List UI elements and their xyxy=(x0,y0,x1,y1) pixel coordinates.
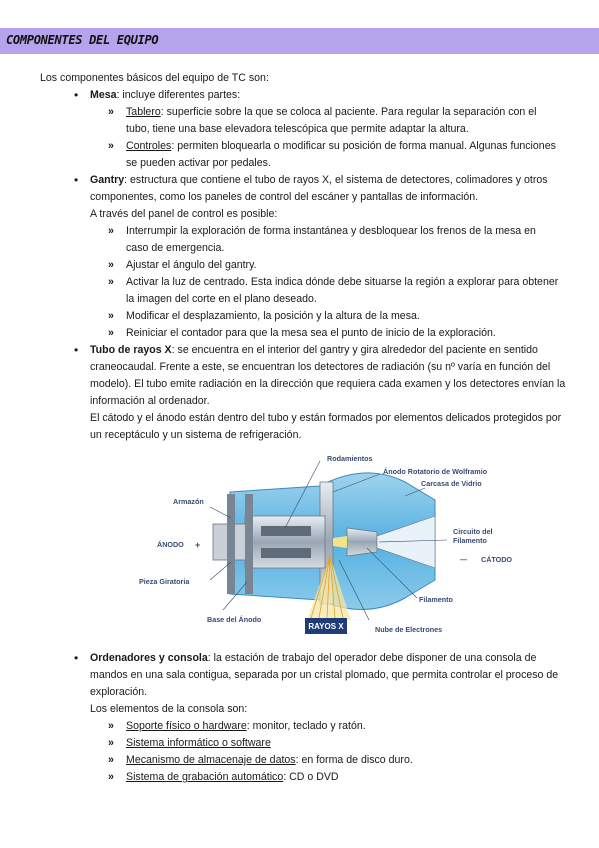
label-pieza-giratoria: Pieza Giratoria xyxy=(139,577,190,586)
term-hardware: Soporte físico o hardware xyxy=(126,720,247,732)
list-item-ordenadores xyxy=(0,650,599,786)
controles-text: : permiten bloquearla o modificar su posición de forma manual. Algunas funciones se pueden activar por pedales. xyxy=(126,140,556,169)
intro-text: Los componentes básicos del equipo de TC son: xyxy=(40,72,269,84)
tubo-text-2: El cátodo y el ánodo están dentro del tubo y están formados por elementos delicados protegidos por un receptáculo y un sistema de refrigeración. xyxy=(90,412,562,441)
label-rodamientos: Rodamientos xyxy=(327,454,373,463)
rotor xyxy=(245,516,325,568)
bearing-bottom xyxy=(261,548,311,558)
hardware-text: : monitor, teclado y ratón. xyxy=(246,720,366,732)
electron-beam xyxy=(333,536,347,548)
ordenadores-subtext: Los elementos de la consola son: xyxy=(90,703,248,715)
section-banner xyxy=(0,28,599,54)
sublist-item: » Activar la luz de centrado. Esta indica dónde debe situarse la región a explorar para obtener la imagen del corte en el plano deseado. xyxy=(90,274,569,308)
term-ordenadores: Ordenadores y consola xyxy=(90,652,208,664)
gantry-subtext: A través del panel de control es posible: xyxy=(90,208,278,220)
gantry-text: : estructura que contiene el tubo de rayos X, el sistema de detectores, colimadores y otros componentes, como los paneles de control del escáner y pantallas de información. xyxy=(90,174,548,203)
term-software: Sistema informático o software xyxy=(126,737,271,749)
document-body xyxy=(0,70,599,786)
term-controles: Controles xyxy=(126,140,172,152)
frame-bar-left xyxy=(227,494,235,594)
gantry-sublist xyxy=(90,223,569,342)
term-mesa: Mesa xyxy=(90,89,117,101)
mesa-text: : incluye diferentes partes: xyxy=(116,89,241,101)
sublist-item xyxy=(90,769,569,786)
list-item-tubo xyxy=(0,342,599,444)
sublist-item xyxy=(90,104,569,138)
label-anodo-sign: + xyxy=(195,540,201,550)
label-circuito-1: Circuito del xyxy=(453,527,493,536)
label-filamento: Filamento xyxy=(419,595,453,604)
label-catodo: CÁTODO xyxy=(481,555,513,564)
term-tablero: Tablero xyxy=(126,106,161,118)
label-anodo: ÁNODO xyxy=(157,540,184,549)
sublist-item xyxy=(90,718,569,735)
sublist-item xyxy=(90,752,569,769)
label-carcasa: Carcasa de Vidrio xyxy=(421,479,482,488)
list-item-mesa xyxy=(0,87,599,172)
label-catodo-sign: — xyxy=(460,555,468,564)
label-base-anodo: Base del Ánodo xyxy=(207,615,262,624)
term-grabacion: Sistema de grabación automático xyxy=(126,771,284,783)
frame-bar-right xyxy=(245,494,253,594)
sublist-item: » Reiniciar el contador para que la mesa sea el punto de inicio de la exploración. xyxy=(90,325,569,342)
sublist-item xyxy=(90,138,569,172)
grabacion-text: : CD o DVD xyxy=(283,771,339,783)
label-nube-electrones: Nube de Electrones xyxy=(375,625,443,634)
xray-label: RAYOS X xyxy=(308,622,344,631)
term-tubo: Tubo de rayos X xyxy=(90,344,172,356)
term-almacenaje: Mecanismo de almacenaje de datos xyxy=(126,754,296,766)
component-list xyxy=(0,87,599,444)
term-gantry: Gantry xyxy=(90,174,125,186)
label-armazon: Armazón xyxy=(173,497,204,506)
sublist-item: » Modificar el desplazamiento, la posición y la altura de la mesa. xyxy=(90,308,569,325)
sublist-item: » Ajustar el ángulo del gantry. xyxy=(90,257,569,274)
xray-tube-diagram xyxy=(135,452,525,642)
label-anodo-rotatorio: Ánodo Rotatorio de Wolframio xyxy=(383,467,488,476)
xray-tube-illustration xyxy=(135,452,525,642)
bearing-top xyxy=(261,526,311,536)
label-circuito-2: Filamento xyxy=(453,536,487,545)
mesa-sublist xyxy=(90,104,569,172)
cathode-cup xyxy=(347,528,377,556)
component-list-2 xyxy=(0,650,599,786)
ordenadores-text: : la estación de trabajo del operador debe disponer de una consola de mandos en una sala contigua, separada por un cristal plomado, que permita controlar el proceso de exploración. xyxy=(90,652,559,698)
section-title: COMPONENTES DEL EQUIPO xyxy=(6,33,159,47)
tablero-text: : superficie sobre la que se coloca al paciente. Para regular la separación con el tubo, tiene una base elevadora telescópica que permite adaptar la altura. xyxy=(126,106,537,135)
almacenaje-text: : en forma de disco duro. xyxy=(295,754,413,766)
tubo-text: : se encuentra en el interior del gantry y gira alrededor del paciente en sentido craneocaudal. Frente a este, se encuentran los detectores de radiación (su nº varía en función del modelo). El tubo emite radiación en la dirección que requiera cada examen y los detectores envían la información al ordenador. xyxy=(90,344,566,407)
list-item-gantry xyxy=(0,172,599,342)
sublist-item xyxy=(90,735,569,752)
sublist-item: » Interrumpir la exploración de forma instantánea y desbloquear los frenos de la mesa en caso de emergencia. xyxy=(90,223,569,257)
ordenadores-sublist xyxy=(90,718,569,786)
